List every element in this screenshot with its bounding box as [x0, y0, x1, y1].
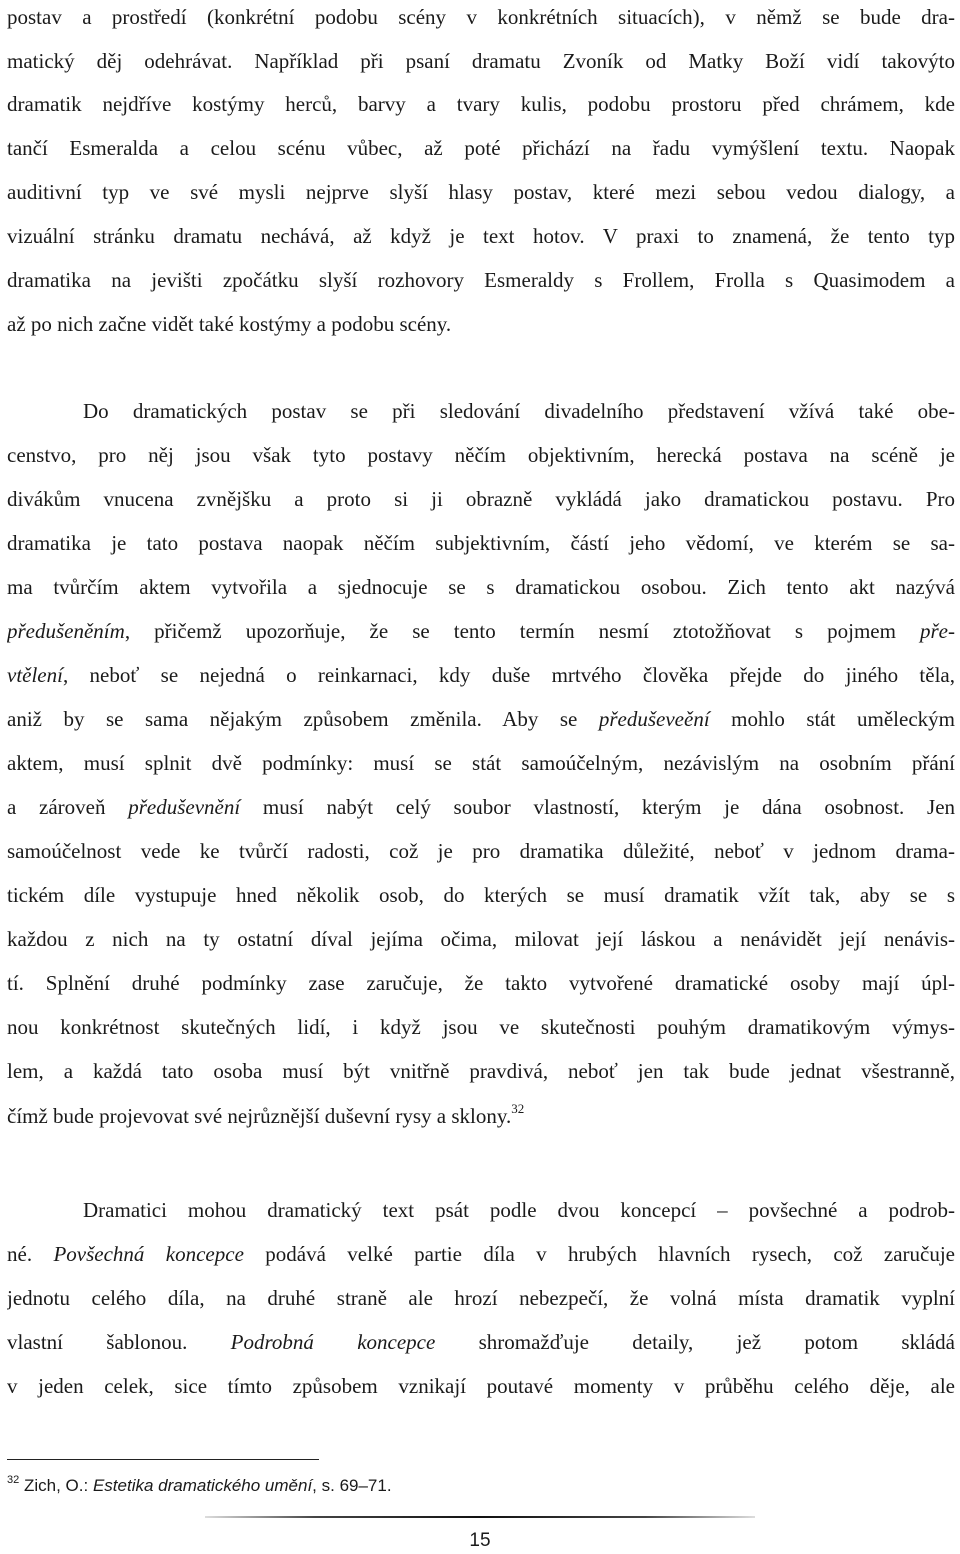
text-segment: aniž by se sama nějakým způsobem změnila. Aby se	[7, 707, 599, 731]
italic-term: vtělení	[7, 663, 63, 687]
text-line: vizuální stránku dramatu nechává, až když je text hotov. V praxi to znamená, že tento typ	[7, 224, 955, 248]
text-line: až po nich začne vidět také kostýmy a podobu scény.	[7, 312, 452, 336]
text-line	[7, 704, 955, 734]
text-segment: musí nabýt celý soubor vlastností, kterým je dána osobnost. Jen	[240, 795, 955, 819]
text-line: dramatika je tato postava naopak něčím subjektivním, částí jeho vědomí, ve kterém se sa-	[7, 531, 955, 555]
text-segment: a zároveň	[7, 795, 129, 819]
text-segment: mohlo stát uměleckým	[709, 707, 955, 731]
text-line: ma tvůrčím aktem vytvořila a sjednocuje se s dramatickou osobou. Zich tento akt nazývá	[7, 575, 955, 599]
text-line	[7, 1239, 955, 1269]
text-line: censtvo, pro něj jsou však tyto postavy něčím objektivním, herecká postava na scéně je	[7, 443, 955, 467]
text-line: nou konkrétnost skutečných lidí, i když jsou ve skutečnosti pouhým dramatikovým výmys-	[7, 1015, 955, 1039]
text-segment: podává velké partie díla v hrubých hlavních rysech, což zaručuje	[243, 1242, 955, 1266]
text-segment: vlastní šablonou.	[7, 1330, 231, 1354]
italic-term: předuševnění	[128, 795, 241, 819]
text-line: tickém díle vystupuje hned několik osob, do kterých se musí dramatik vžít tak, aby se s	[7, 883, 955, 907]
footnote-separator	[7, 1459, 319, 1460]
text-segment: né.	[7, 1242, 54, 1266]
text-line	[7, 1327, 955, 1357]
text-line: matický děj odehrávat. Například při psaní dramatu Zvoník od Matky Boží vidí takovýto	[7, 49, 955, 73]
italic-term: Podrobná koncepce	[230, 1330, 436, 1354]
italic-term: Povšechná koncepce	[53, 1242, 244, 1266]
text-line: jednotu celého díla, na druhé straně ale hrozí nebezpečí, že volná místa dramatik vyplní	[7, 1286, 955, 1310]
text-line: Dramatici mohou dramatický text psát podle dvou koncepcí – povšechné a podrob-	[83, 1198, 955, 1222]
footnote-number: 32	[7, 1474, 20, 1486]
text-line: tí. Splnění druhé podmínky zase zaručuje, že takto vytvořené dramatické osoby mají úpl-	[7, 971, 955, 995]
footnote-author: Zich, O.:	[23, 1476, 93, 1495]
footnote-pages: , s. 69–71.	[312, 1476, 392, 1495]
text-line: samoúčelnost vede ke tvůrčí radosti, což je pro dramatika důležité, neboť v jednom drama-	[7, 839, 955, 863]
text-line: lem, a každá tato osoba musí být vnitřně pravdivá, neboť jen tak bude jednat všestranně,	[7, 1059, 955, 1083]
footer-rule	[205, 1516, 755, 1518]
text-segment: , přičemž upozorňuje, že se tento termín nesmí ztotožňovat s pojmem	[124, 619, 920, 643]
text-line: auditivní typ ve své mysli nejprve slyší hlasy postav, které mezi sebou vedou dialogy, a	[7, 180, 955, 204]
italic-term: pře-	[920, 619, 955, 643]
text-line: každou z nich na ty ostatní díval jejíma očima, milovat její láskou a nenávidět její nenávis-	[7, 927, 955, 951]
text-line: tančí Esmeralda a celou scénu vůbec, až poté přichází na řadu vymýšlení textu. Naopak	[7, 136, 955, 160]
italic-term: předušeněním	[7, 619, 125, 643]
text-line: dramatik nejdříve kostýmy herců, barvy a tvary kulis, podobu prostoru před chrámem, kde	[7, 92, 955, 116]
italic-term: předuševeění	[598, 707, 710, 731]
text-line	[7, 660, 955, 690]
text-line: v jeden celek, sice tímto způsobem vznikají poutavé momenty v průběhu celého děje, ale	[7, 1374, 955, 1398]
footnote-title: Estetika dramatického umění	[92, 1476, 313, 1495]
text-line: Do dramatických postav se při sledování divadelního představení vžívá také obe-	[83, 399, 955, 423]
page-number: 15	[469, 1530, 491, 1551]
footnote-reference[interactable]: 32	[511, 1101, 525, 1116]
text-line	[7, 1101, 955, 1131]
text-line: aktem, musí splnit dvě podmínky: musí se stát samoúčelným, nezávislým na osobním přání	[7, 751, 955, 775]
text-line: divákům vnucena zvnějšku a proto si ji obrazně vykládá jako dramatickou postavu. Pro	[7, 487, 955, 511]
text-segment: , neboť se nejedná o reinkarnaci, kdy duše mrtvého člověka přejde do jiného těla,	[62, 663, 955, 687]
text-line	[7, 616, 955, 646]
text-line: postav a prostředí (konkrétní podobu scény v konkrétních situacích), v němž se bude dra-	[7, 5, 955, 29]
text-segment: shromažďuje detaily, jež potom skládá	[435, 1330, 955, 1354]
text-line: dramatika na jevišti zpočátku slyší rozhovory Esmeraldy s Frollem, Frolla s Quasimodem a	[7, 268, 955, 292]
text-line	[7, 792, 955, 822]
text-segment: čímž bude projevovat své nejrůznější duševní rysy a sklony.	[7, 1104, 512, 1128]
footnote	[7, 1474, 907, 1498]
